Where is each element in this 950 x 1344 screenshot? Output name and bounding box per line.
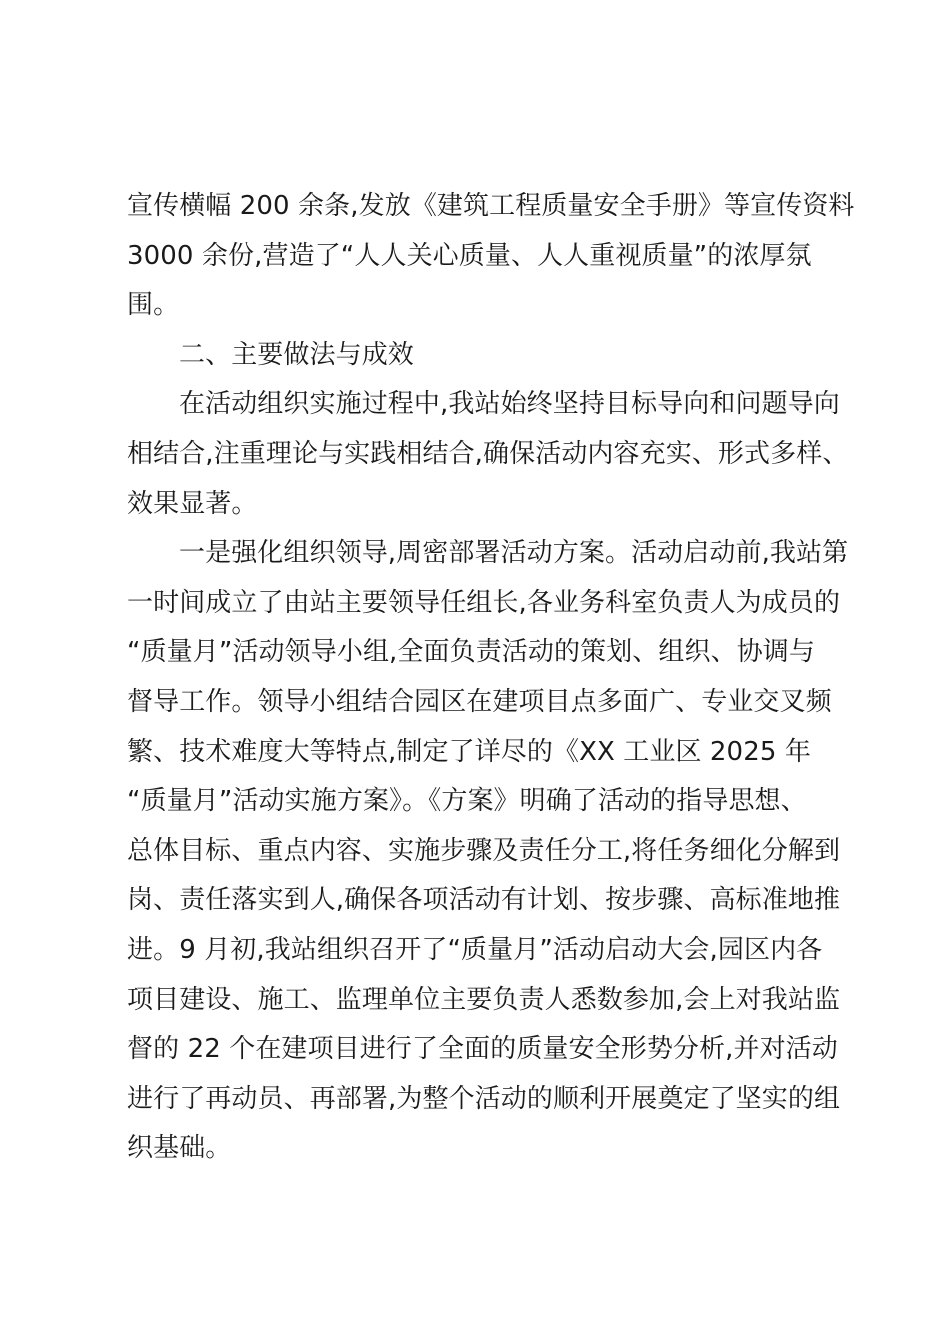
text-line: 3000 余份,营造了“人人关心质量、人人重视质量”的浓厚氛 — [127, 240, 812, 271]
text-line: 一时间成立了由站主要领导任组长,各业务科室负责人为成员的 — [127, 587, 841, 618]
text-line: 督导工作。领导小组结合园区在建项目点多面广、专业交叉频 — [127, 686, 832, 717]
text-line: “质量月”活动领导小组,全面负责活动的策划、组织、协调与 — [127, 637, 816, 668]
text-line: 在活动组织实施过程中,我站始终坚持目标导向和问题导向 — [179, 389, 840, 420]
text-line: “质量月”活动实施方案》。《方案》明确了活动的指导思想、 — [127, 786, 807, 817]
paragraph-overview — [127, 380, 849, 529]
text-line: 繁、技术难度大等特点,制定了详尽的《XX 工业区 2025 年 — [127, 736, 811, 767]
text-line: 织基础。 — [127, 1133, 232, 1164]
text-line: 一是强化组织领导,周密部署活动方案。活动启动前,我站第 — [179, 538, 849, 569]
text-line: 进行了再动员、再部署,为整个活动的顺利开展奠定了坚实的组 — [127, 1083, 841, 1114]
section-heading-text: 二、主要做法与成效 — [179, 339, 414, 370]
text-line: 相结合,注重理论与实践相结合,确保活动内容充实、形式多样、 — [127, 438, 849, 469]
paragraph-intro — [127, 182, 855, 331]
text-line: 项目建设、施工、监理单位主要负责人悉数参加,会上对我站监 — [127, 984, 841, 1015]
text-line: 效果显著。 — [127, 488, 258, 519]
text-line: 总体目标、重点内容、实施步骤及责任分工,将任务细化分解到 — [127, 835, 841, 866]
text-line: 围。 — [127, 290, 180, 321]
section-heading — [127, 331, 839, 381]
text-line: 督的 22 个在建项目进行了全面的质量安全形势分析,并对活动 — [127, 1034, 838, 1065]
document-body — [127, 182, 855, 1174]
text-line: 进。9 月初,我站组织召开了“质量月”活动启动大会,园区内各 — [127, 934, 823, 965]
text-line: 岗、责任落实到人,确保各项活动有计划、按步骤、高标准地推 — [127, 885, 841, 916]
text-line: 宣传横幅 200 余条,发放《建筑工程质量安全手册》等宣传资料 — [127, 191, 855, 221]
paragraph-point-one — [127, 529, 849, 1174]
